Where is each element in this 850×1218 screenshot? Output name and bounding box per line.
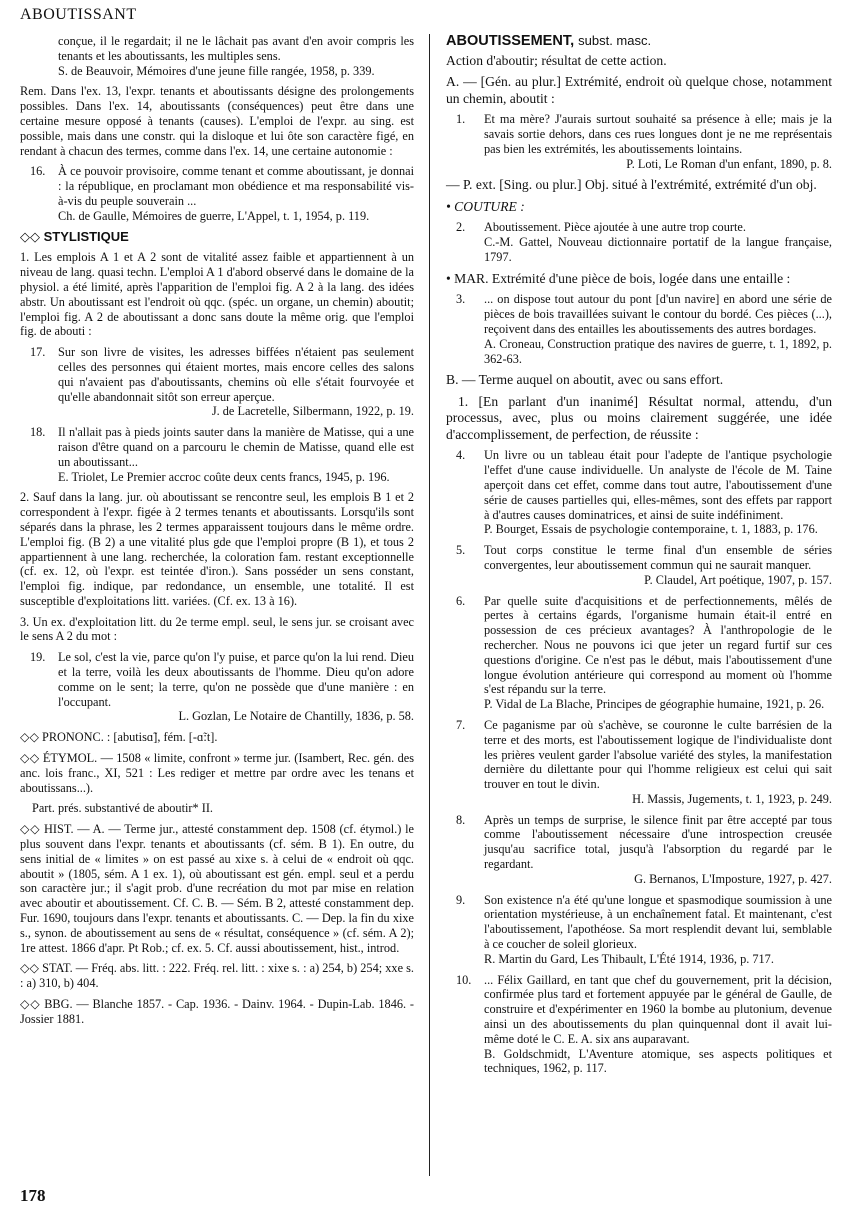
right-column (446, 34, 832, 1082)
definition: Action d'aboutir; résultat de cette action. (446, 52, 667, 68)
quote-9 (446, 893, 832, 967)
left-column (20, 34, 414, 1033)
quote-text: Son existence n'a été qu'une longue et spasmodique soumission à une orientation mystérieuse, à un enchaînement fatal. Et maintenant, c'est l'aboutissement, l'apothéose. Sa mort resplendit devant lui, semblable à ce coucher de soleil glorieux. (484, 892, 832, 952)
quote-number: 5. (456, 543, 466, 558)
quote-text: Sur son livre de visites, les adresses biffées n'étaient pas seulement celles des personnes qui étaient mortes, mais encore celles des salons qui n'avaient pas d'aboutissants, chemins où elle s'était fourvoyée et qu'elle abandonnait sitôt son erreur aperçue. (58, 345, 414, 404)
quote-source: P. Vidal de La Blache, Principes de géographie humaine, 1921, p. 26. (484, 697, 825, 712)
quote-8 (446, 813, 832, 887)
quote-7 (446, 718, 832, 807)
quote-text: Et ma mère? J'aurais surtout souhaité sa présence à elle; mais je la savais sortie dehors, dans ces rues longues dont je ne me représentais pas bien les extrémités, les aboutissements lointains. (484, 112, 832, 156)
quote-number: 3. (456, 292, 466, 307)
domain-marine: • MAR. Extrémité d'une pièce de bois, logée dans une entaille : (446, 270, 791, 286)
entry-headword (446, 34, 832, 49)
column-divider (429, 34, 430, 1176)
quote-4 (446, 448, 832, 537)
grammatical-category: subst. masc. (578, 33, 652, 48)
section-etymologie: ◇◇ ÉTYMOL. — 1508 « limite, confront » terme jur. (Isambert, Rec. gén. des anc. lois franc., XI, 521 : Les rediger et mettre par ordre avec les tenans et aboutissans...). (20, 751, 414, 795)
quote-15 (20, 34, 414, 78)
quote-number: 16. (30, 164, 46, 179)
quote-text: Par quelle suite d'acquisitions et de perfectionnements, mêlés de pertes à certains égards, l'organisme humain était-il entré en possession de ces précieux avantages? À l'anthropologie de le rechercher. Nous ne pouvons ici que jeter un regard furtif sur ces questions d'origine. Ce n'est pas le début, mais l'aboutissement d'une longue évolution antérieure qui correspond au moment où l'homme s'est répandu sur la terre. (484, 593, 832, 697)
quote-2 (446, 220, 832, 264)
quote-text: conçue, il le regardait; il ne le lâchait pas avant d'en avoir compris les tenants et les aboutissants, les multiples sens. (58, 34, 414, 63)
quote-10 (446, 973, 832, 1077)
quote-source: J. de Lacretelle, Silbermann, 1922, p. 19. (211, 404, 414, 419)
quote-number: 2. (456, 220, 466, 235)
quote-text: À ce pouvoir provisoire, comme tenant et comme aboutissant, je donnai : la république, en proclamant mon obédience et ma responsabilité vis-à-vis du peuple souverain ... (58, 164, 414, 208)
remark: Rem. Dans l'ex. 13, l'expr. tenants et aboutissants désigne des prolongements possibles. Dans l'ex. 14, aboutissants (conséquences) peut être dans une certaine mesure opposé à tenants (causes). L'emploi de l'expr. au sing. est possible, mais dans une constr. qui la disloque et lui ôte son caractère figé, en rendant à chacun des termes, comme dans l'ex. 14, une certaine autonomie : (20, 84, 414, 158)
quote-5 (446, 543, 832, 587)
domain-couture: • COUTURE : (446, 198, 525, 214)
quote-text: Ce paganisme par où s'achève, se couronne le culte barrésien de la terre et des morts, est l'aboutissement logique de l'individualiste dont les prières veulent garder l'absolue variété des styles, la manifestation dernière du dilettante pour qui l'homme religieux est celui qui sait trouver en tout le divin. (484, 717, 832, 792)
quote-16 (20, 164, 414, 223)
stylistique-paragraph-2: 2. Sauf dans la lang. jur. où aboutissant se rencontre seul, les emplois B 1 et 2 correspondent à l'expr. figée à 2 termes tenants et aboutissants. Lorsqu'ils sont séparés dans la phrase, les 2 termes apparaissent toujours dans le même ordre. L'emploi fig. (B 2) a une vitalité plus gde que l'emploi propre (B 1), et tous 2 appartiennent à une lang. recherchée, la coloration fam. restant exceptionnelle (cf. ex. 12, où l'expr. est teintée d'iron.). Sans posséder un sens constant, l'emploi fig. indique, par redondance, un ensemble, une totalité. Il est susceptible d'exploitations litt. variées. (Cf. ex. 13 à 16). (20, 490, 414, 608)
quote-number: 19. (30, 650, 46, 665)
quote-text: Aboutissement. Pièce ajoutée à une autre trop courte. (484, 220, 746, 235)
quote-source: P. Loti, Le Roman d'un enfant, 1890, p. 8. (626, 156, 832, 171)
quote-source: S. de Beauvoir, Mémoires d'une jeune fille rangée, 1958, p. 339. (58, 63, 375, 78)
quote-17 (20, 345, 414, 419)
quote-number: 8. (456, 812, 466, 827)
quote-6 (446, 594, 832, 712)
quote-3 (446, 292, 832, 366)
quote-source: Ch. de Gaulle, Mémoires de guerre, L'Appel, t. 1, 1954, p. 119. (58, 208, 370, 223)
quote-source: P. Claudel, Art poétique, 1907, p. 157. (644, 572, 832, 587)
quote-text: Après un temps de surprise, le silence finit par être accepté par tous comme l'aboutissement nécessaire d'une introspection creusée jusqu'au sacrifice total, jusqu'à l'absorption du regardé par le regardant. (484, 812, 832, 872)
sense-a-extension: — P. ext. [Sing. ou plur.] Obj. situé à l'extrémité, extrémité d'un obj. (446, 177, 817, 193)
quote-text: ... on dispose tout autour du pont [d'un navire] en abord une série de pièces de bois travaillées suivant le contour du bordé. Ces pièces (...), reçoivent dans des entailles les aboutissements des autres bordages. (484, 292, 832, 336)
section-statistique: ◇◇ STAT. — Fréq. abs. litt. : 222. Fréq. rel. litt. : xixe s. : a) 254, b) 254; xxe s. : a) 310, b) 404. (20, 961, 414, 991)
quote-source: B. Goldschmidt, L'Aventure atomique, ses aspects politiques et techniques, 1962, p. 117. (484, 1046, 832, 1076)
quote-source: A. Croneau, Construction pratique des navires de guerre, t. 1, 1892, p. 362-63. (484, 336, 832, 366)
sense-b-1: 1. [En parlant d'un inanimé] Résultat normal, attendu, d'un processus, avec, plus ou moins clairement suggérée, une idée d'accomplissement, de perfection, de réussite : (446, 393, 832, 442)
quote-text: Un livre ou un tableau était pour l'adepte de l'antique psychologie l'effet d'une cause individuelle. Un analyste de l'école de M. Taine aperçoit dans cet effet, comme dans tout autre, l'aboutissement d'une série de causes partielles qui, elles-mêmes, sont des effets par rapport à d'autres causes dominatrices, et ainsi de suite indéfiniment. (484, 448, 832, 522)
section-histoire: ◇◇ HIST. — A. — Terme jur., attesté constamment dep. 1508 (cf. étymol.) le plus souvent dans l'expr. tenants et aboutissants (cf. sém. B 1). En outre, du sens initial de « limites » on est passé au xixe s. à celui de « endroit où qqc. aboutit » (1805, sém. A 1 ex. 1), où aboutissant est gén. empl. seul et a perdu son caractère jur.; il s'agit prob. d'une recréation du mot par mise en relation avec aboutir et aboutissement. Cf. C. B. — Sém. B 2, attesté constamment dep. Fur. 1690, toujours dans l'expr. tenants et aboutissants. C. — Dep. la fin du xixe s., synon. de aboutissement au sens de « résultat, conséquence » (cf. sém. A 2); 1re attest. 1866 d'apr. Pt Rob.; cf. ex. 5. Cf. aussi aboutissement, hist., introd. (20, 822, 414, 955)
section-stylistique-heading: ◇◇ STYLISTIQUE (20, 228, 129, 244)
quote-number: 1. (456, 112, 466, 127)
quote-source: E. Triolet, Le Premier accroc coûte deux cents francs, 1945, p. 196. (58, 469, 390, 484)
quote-number: 7. (456, 717, 466, 732)
stylistique-paragraph-1: 1. Les emplois A 1 et A 2 sont de vitalité assez faible et appartiennent à un niveau de lang. quasi techn. L'emploi A 1 d'abord observé dans le domaine de la physiol. a été limité, après l'apparition de l'emploi fig. A 2 à la lang. des idées abstr. Un aboutissant est l'endroit où qqc. (spéc. un organe, un chemin) aboutit; l'emploi fig. A 2 de aboutissant a donc sans doute la même orig. que l'emploi fig. de abouti : (20, 250, 414, 339)
section-prononciation: ◇◇ PRONONC. : [abutisɑ̃], fém. [-ɑ̃:t]. (20, 730, 218, 745)
sense-a: A. — [Gén. au plur.] Extrémité, endroit où quelque chose, notamment un chemin, aboutit : (446, 74, 832, 106)
quote-source: L. Gozlan, Le Notaire de Chantilly, 1836, p. 58. (178, 709, 414, 724)
quote-text: Il n'allait pas à pieds joints sauter dans la manière de Matisse, qui a une raison d'être quand on a parcouru le chemin de Matisse, quand elle est un aboutissant... (58, 425, 414, 469)
quote-number: 6. (456, 593, 466, 608)
quote-number: 4. (456, 448, 466, 463)
quote-1 (446, 112, 832, 171)
etymologie-note: Part. prés. substantivé de aboutir* II. (32, 801, 213, 816)
quote-source: P. Bourget, Essais de psychologie contemporaine, t. 1, 1883, p. 176. (484, 522, 818, 537)
quote-number: 10. (456, 972, 472, 987)
quote-source: C.-M. Gattel, Nouveau dictionnaire portatif de la langue française, 1797. (484, 235, 832, 265)
quote-18 (20, 425, 414, 484)
quote-text: Tout corps constitue le terme final d'un ensemble de séries convergentes, leur aboutissement commun qui ne saurait manquer. (484, 543, 832, 572)
page-number: 178 (20, 1186, 46, 1205)
quote-number: 9. (456, 892, 466, 907)
quote-number: 17. (30, 345, 46, 360)
quote-text: Le sol, c'est la vie, parce qu'on l'y puise, et parce qu'on la lui rend. Dieu et la terre, voilà les deux aboutissants de l'homme. Dieu qu'on adore comme on le sent; la terre, qu'on ne possède que d'une manière : en l'occupant. (58, 650, 414, 709)
quote-source: G. Bernanos, L'Imposture, 1927, p. 427. (634, 871, 832, 886)
quote-text: ... Félix Gaillard, en tant que chef du gouvernement, prit la décision, confirmée plus tard et fortement appuyée par le général de Gaulle, de construire et d'expérimenter en 1960 la bombe au plutonium, devenue ainsi un des aboutissements du plan quinquennal dont il avait lui-même doté le C. E. A. six ans auparavant. (484, 972, 832, 1046)
section-bibliographie: ◇◇ BBG. — Blanche 1857. - Cap. 1936. - Dainv. 1964. - Dupin-Lab. 1846. - Jossier 1881. (20, 997, 414, 1026)
quote-number: 18. (30, 425, 46, 440)
quote-source: H. Massis, Jugements, t. 1, 1923, p. 249. (632, 791, 832, 806)
headword: ABOUTISSEMENT, (446, 33, 575, 49)
quote-source: R. Martin du Gard, Les Thibault, L'Été 1914, 1936, p. 717. (484, 951, 774, 966)
sense-b: B. — Terme auquel on aboutit, avec ou sans effort. (446, 372, 724, 388)
running-head: ABOUTISSANT (20, 6, 137, 23)
quote-19 (20, 650, 414, 724)
stylistique-paragraph-3: 3. Un ex. d'exploitation litt. du 2e terme empl. seul, le sens jur. se croisant avec le sens A 2 du mot : (20, 614, 414, 644)
